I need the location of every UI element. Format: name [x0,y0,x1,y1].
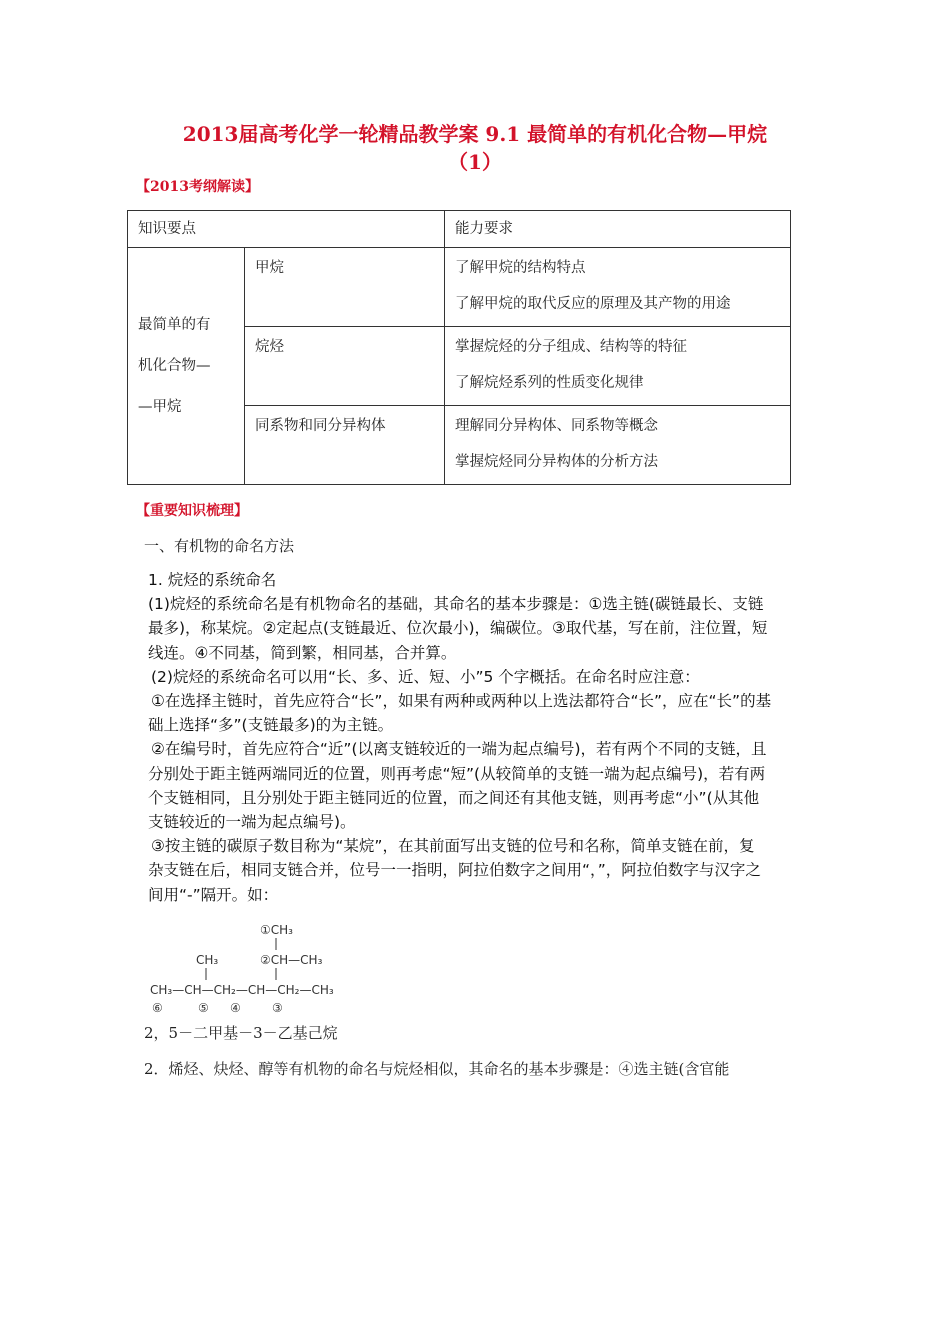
formula-branch-methyl: CH₃ [196,953,219,967]
subtopic-cell: 烷烃 [245,327,445,406]
exam-outline-table [127,210,791,485]
subtopic-cell: 同系物和同分异构体 [245,406,445,485]
requirement-cell: 了解甲烷的结构特点 了解甲烷的取代反应的原理及其产物的用途 [445,248,791,327]
subtopic-cell: 甲烷 [245,248,445,327]
formula-number-3: ③ [272,1001,283,1015]
title-line-2: （1） [448,150,502,174]
document-title [100,120,850,176]
formula-number-5: ⑤ [198,1001,209,1015]
requirement-cell: 掌握烷烃的分子组成、结构等的特征 了解烷烃系列的性质变化规律 [445,327,791,406]
formula-main-chain: CH₃—CH—CH₂—CH—CH₂—CH₃ [150,983,334,997]
topic-cell: 最简单的有 机化合物— —甲烷 [128,248,245,485]
requirement-cell: 理解同分异构体、同系物等概念 掌握烷烃同分异构体的分析方法 [445,406,791,485]
paragraph-2: 2．烯烃、炔烃、醇等有机物的命名与烷烃相似，其命名的基本步骤是：④选主链(含官能 [144,1060,730,1078]
title-line-1: 2013届高考化学一轮精品教学案 9.1 最简单的有机化合物—甲烷 [182,122,768,146]
heading-naming-methods: 一、有机物的命名方法 [144,537,295,555]
compound-name: 2，5－二甲基－3－乙基己烷 [144,1024,338,1042]
table-header-row [128,211,791,248]
section-heading-exam-outline: 【2013考纲解读】 [136,179,259,195]
formula-number-4: ④ [230,1001,241,1015]
section-heading-key-knowledge: 【重要知识梳理】 [136,503,248,519]
table-row [128,248,791,327]
header-knowledge: 知识要点 [128,211,445,248]
formula-branch-ethyl: ②CH—CH₃ [260,953,323,967]
structural-formula [148,918,388,1038]
header-ability: 能力要求 [445,211,791,248]
formula-number-6: ⑥ [152,1001,163,1015]
formula-top-methyl: ①CH₃ [260,923,293,937]
scanned-text-block: 1. 烷烃的系统命名 (1)烷烃的系统命名是有机物命名的基础，其命名的基本步骤是：①选主链(碳链最长、支链 最多)，称某烷。②定起点(支链最近、位次最小)，编碳位。③取代基，写在前，注位置，短 线连。④不同基，简到繁，相同基，合并算。 (2)烷烃的系统命名可以用“长、多、近、短、小”5 个字概括。在命名时应注意： ①在选择主链时，首先应符合“长”，如果有两种或两种以上选法都符合“长”，应在“长”的基 础上选择“多”(支链最多)的为主链。 ②在编号时，首先应符合“近”(以离支链较近的一端为起点编号)，若有两个不同的支链，且 分别处于距主链两端同近的位置，则再考虑“短”(从较简单的支链一端为起点编号)，若有两 个支链相同，且分别处于距主链同近的位置，而之间还有其他支链，则再考虑“小”(从其他 支链较近的一端为起点编号)。 ③按主链的碳原子数目称为“某烷”，在其前面写出支链的位号和名称，简单支链在前，复 杂支链在后，相同支链合并，位号一一指明，阿拉伯数字之间用“，”，阿拉伯数字与汉字之 间用“-”隔开。如： [148,571,772,904]
